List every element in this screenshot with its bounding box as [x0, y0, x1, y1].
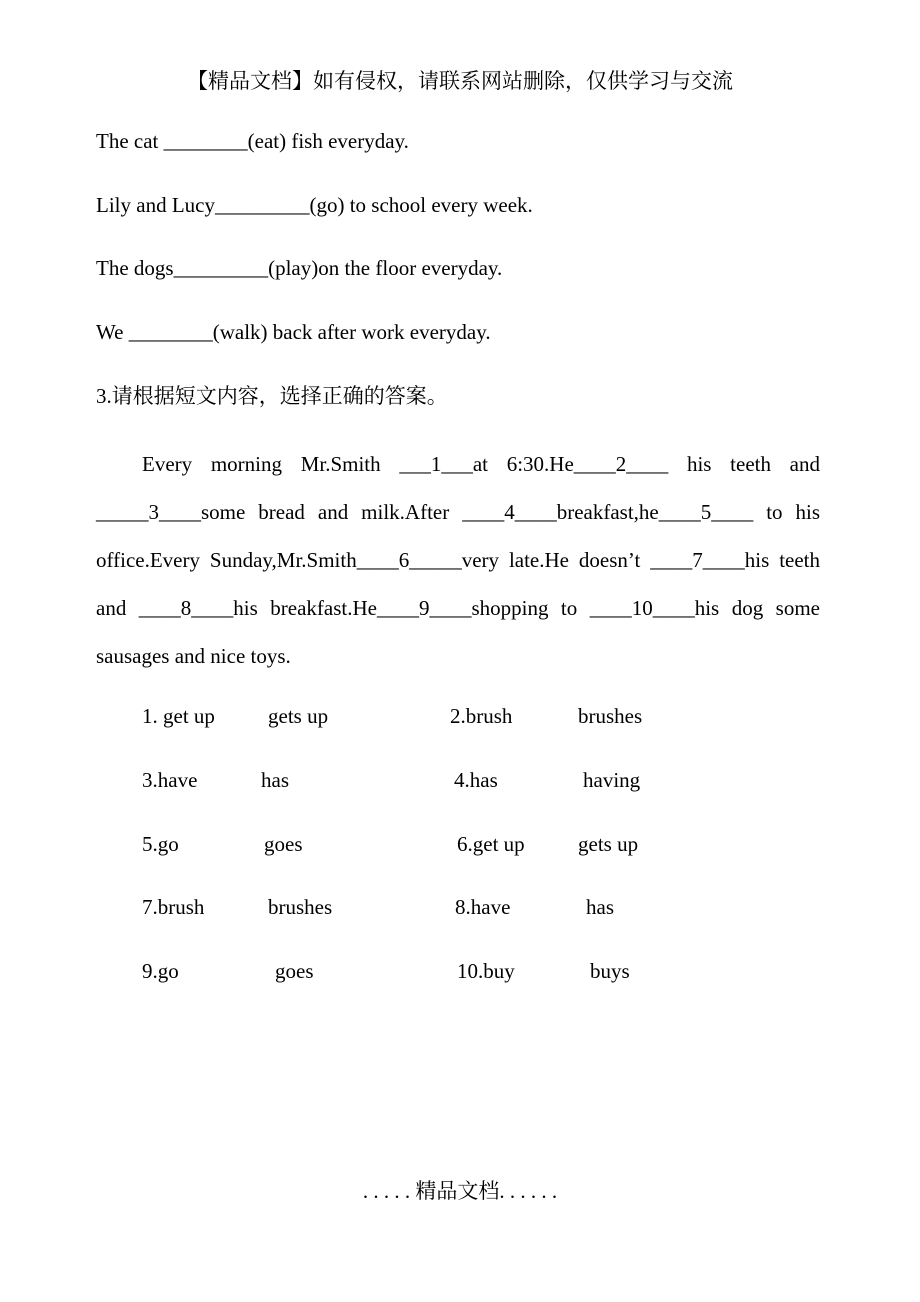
section-3-title: 3.请根据短文内容，选择正确的答案。	[96, 384, 448, 408]
exercise-line-1: The cat ________(eat) fish everyday.	[96, 129, 409, 153]
option-4-a: 4.has	[454, 768, 498, 792]
option-2-b: brushes	[578, 704, 643, 728]
option-7-b: brushes	[268, 895, 333, 919]
option-8-b: has	[586, 895, 614, 919]
exercise-line-2: Lily and Lucy_________(go) to school every week.	[96, 193, 533, 217]
option-5-b: goes	[264, 832, 303, 856]
option-1-b: gets up	[268, 704, 329, 728]
watermark-header: 【精品文档】如有侵权，请联系网站删除，仅供学习与交流	[187, 69, 733, 93]
option-6-a: 6.get up	[457, 832, 525, 856]
watermark-footer: . . . . . 精品文档. . . . . .	[362, 1179, 558, 1203]
option-2-a: 2.brush	[450, 704, 513, 728]
option-8-a: 8.have	[455, 895, 511, 919]
exercise-line-4: We ________(walk) back after work everyday.	[96, 320, 491, 344]
option-7-a: 7.brush	[142, 895, 205, 919]
option-1-a: 1. get up	[142, 704, 215, 728]
option-3-a: 3.have	[142, 768, 198, 792]
option-10-b: buys	[590, 959, 630, 983]
option-3-b: has	[261, 768, 289, 792]
option-9-a: 9.go	[142, 959, 179, 983]
reading-passage: Every morning Mr.Smith ___1___at 6:30.He____2____ his teeth and _____3____some bread and milk.After ____4____breakfast,he____5____ to his office.Every Sunday,Mr.Smith____6_____very late.He doesn’t ____7____his teeth and ____8____his breakfast.He____9____shopping to ____10____his dog some sausages and nice toys.	[96, 452, 820, 668]
exercise-line-3: The dogs_________(play)on the floor everyday.	[96, 256, 503, 280]
option-4-b: having	[583, 768, 641, 792]
option-10-a: 10.buy	[457, 959, 515, 983]
option-6-b: gets up	[578, 832, 639, 856]
option-5-a: 5.go	[142, 832, 179, 856]
option-9-b: goes	[275, 959, 314, 983]
